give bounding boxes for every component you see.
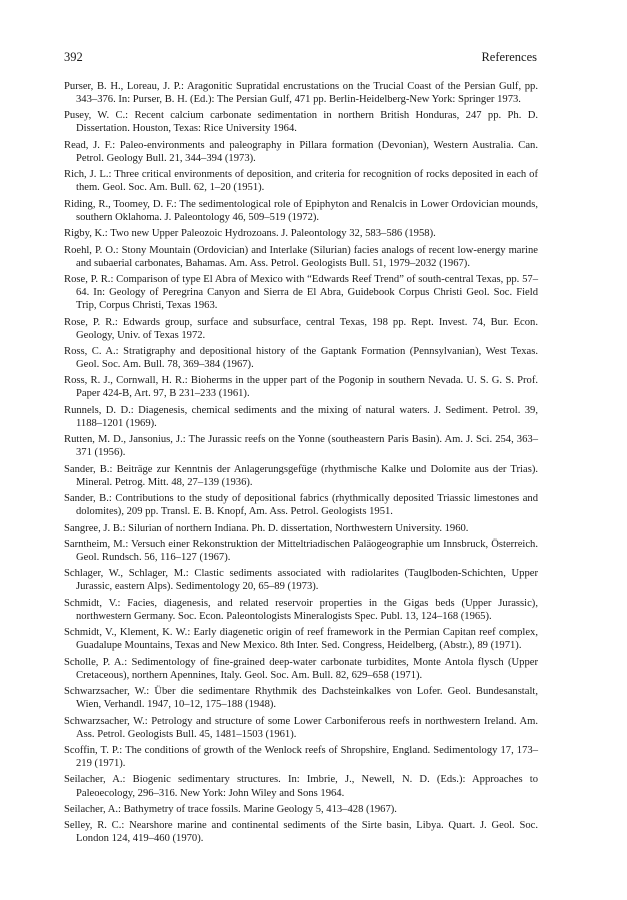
reference-entry: Pusey, W. C.: Recent calcium carbonate sedimentation in northern British Honduras, 247 pp. Ph. D. Dissertation. Houston, Texas: Rice University 1964. <box>64 110 538 135</box>
reference-entry: Schmidt, V., Klement, K. W.: Early diagenetic origin of reef framework in the Permian Capitan reef complex, Guadalupe Mountains, Texas and New Mexico. 8th Inter. Sed. Congress, Heidelberg, (Abstr.), 89 (1971). <box>64 627 538 652</box>
reference-entry: Seilacher, A.: Bathymetry of trace fossils. Marine Geology 5, 413–428 (1967). <box>64 803 397 815</box>
reference-entry: Sander, B.: Contributions to the study of depositional fabrics (rhythmically deposited Triassic limestones and dolomites), 209 pp. Transl. E. B. Knopf, Am. Ass. Petrol. Geologists 1951. <box>64 493 538 518</box>
reference-entry: Rose, P. R.: Edwards group, surface and subsurface, central Texas, 198 pp. Rept. Invest. 74, Bur. Econ. Geology, Univ. of Texas 1972. <box>64 316 538 341</box>
reference-entry: Purser, B. H., Loreau, J. P.: Aragonitic Supratidal encrustations on the Trucial Coast of the Persian Gulf, pp. 343–376. In: Purser, B. H. (Ed.): The Persian Gulf, 471 pp. Berlin-Heidelberg-New York: Springer 1973. <box>64 81 538 106</box>
reference-entry: Rose, P. R.: Comparison of type El Abra of Mexico with “Edwards Reef Trend” of south-central Texas, pp. 57–64. In: Geology of Peregrina Canyon and Sierra de El Abra, Guidebook Corpus Christi Geol. Soc. Field Trip, Corpus Christi, Texas 1963. <box>64 274 538 312</box>
reference-entry: Sander, B.: Beiträge zur Kenntnis der Anlagerungsgefüge (rhythmische Kalke und Dolomite aus der Trias). Mineral. Petrog. Mitt. 48, 27–139 (1936). <box>64 463 538 488</box>
reference-entry: Seilacher, A.: Biogenic sedimentary structures. In: Imbrie, J., Newell, N. D. (Eds.): Approaches to Paleoecology, 296–316. New York: John Wiley and Sons 1964. <box>64 774 538 799</box>
reference-list <box>64 80 538 849</box>
reference-entry: Roehl, P. O.: Stony Mountain (Ordovician) and Interlake (Silurian) facies analogs of recent low-energy marine and subaerial carbonates, Bahamas. Am. Ass. Petrol. Geologists Bull. 51, 1979–2032 (1967). <box>64 244 538 269</box>
reference-entry: Runnels, D. D.: Diagenesis, chemical sediments and the mixing of natural waters. J. Sediment. Petrol. 39, 1188–1201 (1969). <box>64 404 538 429</box>
running-title: References <box>481 50 537 64</box>
page-number: 392 <box>64 50 83 64</box>
reference-entry: Read, J. F.: Paleo-environments and paleography in Pillara formation (Devonian), Western Australia. Can. Petrol. Geology Bull. 21, 344–394 (1973). <box>64 139 538 164</box>
reference-entry: Schlager, W., Schlager, M.: Clastic sediments associated with radiolarites (Tauglboden-Schichten, Upper Jurassic, eastern Alps). Sedimentology 20, 65–89 (1973). <box>64 568 538 593</box>
reference-entry: Ross, C. A.: Stratigraphy and depositional history of the Gaptank Formation (Pennsylvanian), West Texas. Geol. Soc. Am. Bull. 78, 369–384 (1967). <box>64 345 538 370</box>
reference-entry: Schwarzsacher, W.: Petrology and structure of some Lower Carboniferous reefs in northwestern Ireland. Am. Ass. Petrol. Geologists Bull. 45, 1481–1503 (1961). <box>64 715 538 740</box>
reference-entry: Scholle, P. A.: Sedimentology of fine-grained deep-water carbonate turbidites, Monte Antola flysch (Upper Cretaceous), northern Apennines, Italy. Geol. Soc. Am. Bull. 82, 629–658 (1971). <box>64 656 538 681</box>
reference-entry: Riding, R., Toomey, D. F.: The sedimentological role of Epiphyton and Renalcis in Lower Ordovician mounds, southern Oklahoma. J. Paleontology 46, 509–519 (1972). <box>64 198 538 223</box>
reference-entry: Sarntheim, M.: Versuch einer Rekonstruktion der Mitteltriadischen Paläogeographie um Innsbruck, Österreich. Geol. Rundsch. 56, 116–127 (1967). <box>64 538 538 563</box>
reference-entry: Ross, R. J., Cornwall, H. R.: Bioherms in the upper part of the Pogonip in southern Nevada. U. S. G. S. Prof. Paper 424-B, Art. 97, B 231–233 (1961). <box>64 375 538 400</box>
reference-entry: Rutten, M. D., Jansonius, J.: The Jurassic reefs on the Yonne (southeastern Paris Basin). Am. J. Sci. 254, 363–371 (1956). <box>64 434 538 459</box>
reference-entry: Schwarzsacher, W.: Über die sedimentare Rhythmik des Dachsteinkalkes von Lofer. Geol. Bundesanstalt, Wien, Verhandl. 1947, 10–12, 175–188 (1948). <box>64 686 538 711</box>
reference-entry: Selley, R. C.: Nearshore marine and continental sediments of the Sirte basin, Libya. Quart. J. Geol. Soc. London 124, 419–460 (1970). <box>64 820 538 845</box>
page-header <box>64 49 537 65</box>
reference-entry: Schmidt, V.: Facies, diagenesis, and related reservoir properties in the Gigas beds (Upper Jurassic), northwestern Germany. Soc. Econ. Paleontologists Mineralogists Spec. Publ. 13, 124–168 (1965). <box>64 597 538 622</box>
reference-entry: Rich, J. L.: Three critical environments of deposition, and criteria for recognition of rocks deposited in each of them. Geol. Soc. Am. Bull. 62, 1–20 (1951). <box>64 169 538 194</box>
reference-entry: Rigby, K.: Two new Upper Paleozoic Hydrozoans. J. Paleontology 32, 583–586 (1958). <box>64 228 436 240</box>
reference-entry: Scoffin, T. P.: The conditions of growth of the Wenlock reefs of Shropshire, England. Sedimentology 17, 173–219 (1971). <box>64 745 538 770</box>
reference-entry: Sangree, J. B.: Silurian of northern Indiana. Ph. D. dissertation, Northwestern University. 1960. <box>64 522 469 534</box>
